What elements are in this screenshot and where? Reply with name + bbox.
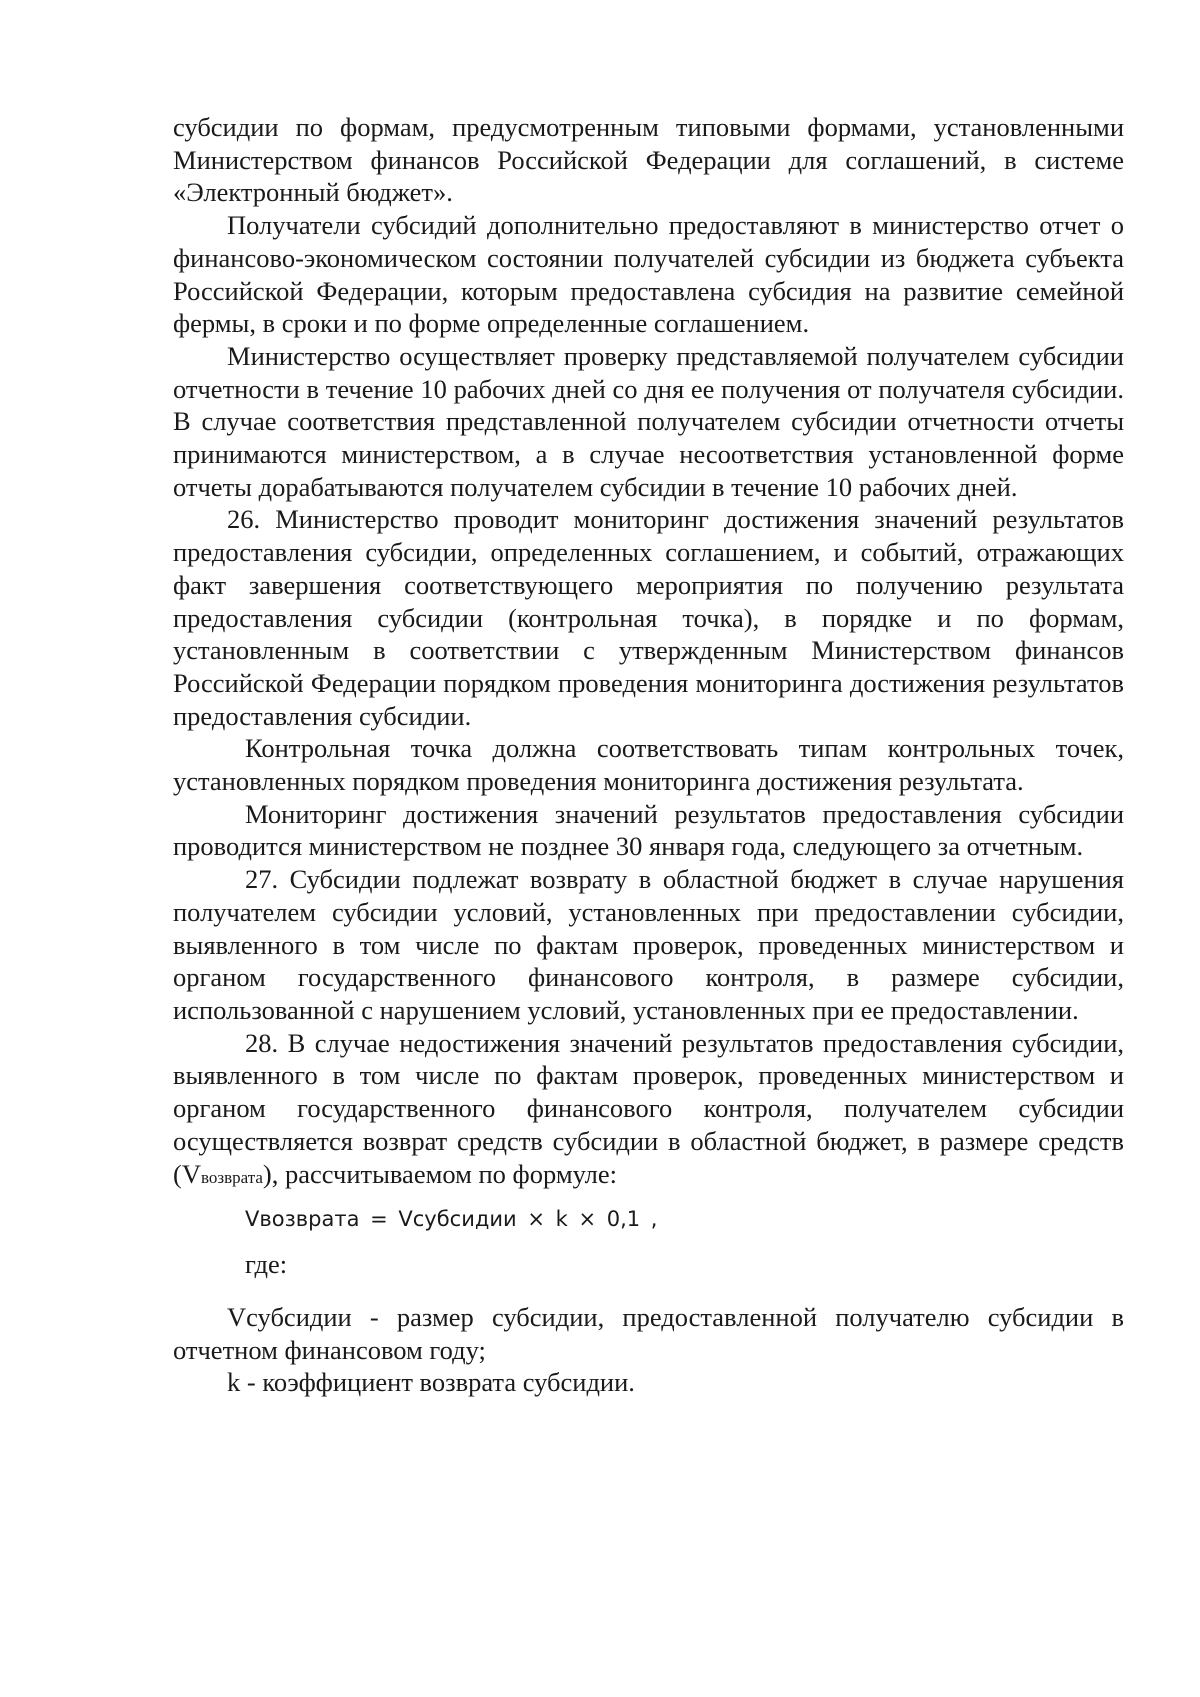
definition-k: k - коэффициент возврата субсидии. [227,1367,635,1398]
paragraph-3: Министерство осуществляет проверку представляемой получателем субсидии отчетности в течение 10 рабочих дней со дня ее получения от получателя субсидии. В случае соответствия представленной получателем субсидии отчетности отчеты принимаются министерством, а в случае несоответствия установленной форме отчеты дорабатываются получателем субсидии в течение 10 рабочих дней. [173,340,1124,502]
paragraph-2: Получатели субсидий дополнительно предоставляют в министерство отчет о финансово-экономическом состоянии получателей субсидии из бюджета субъекта Российской Федерации, которым предоставлена субсидия на развитие семейной фермы, в сроки и по форме определенные соглашением. [173,210,1124,339]
paragraph-26: 26. Министерство проводит мониторинг достижения значений результатов предоставления субсидии, определенных соглашением, и событий, отражающих факт завершения соответствующего мероприятия по получению результата предоставления субсидии (контрольная точка), в порядке и по формам, установленным в соответствии с утвержденным Министерством финансов Российской Федерации порядком проведения мониторинга достижения результатов предоставления субсидии. [173,504,1124,731]
paragraph-control-point: Контрольная точка должна соответствовать типам контрольных точек, установленных порядком проведения мониторинга достижения результата. [173,733,1124,797]
paragraph-28-tail: ), рассчитываемом по формуле: [262,1158,618,1189]
paragraph-1: субсидии по формам, предусмотренным типовыми формами, установленными Министерством финансов Российской Федерации для соглашений, в системе «Электронный бюджет». [173,112,1124,208]
paragraph-28-text: 28. В случае недостижения значений результатов предоставления субсидии, выявленного в том числе по фактам проверок, проведенных министерством и органом государственного финансового контроля, получателем субсидии осуществляется возврат средств субсидии в областной бюджет, в размере средств (V [173,1027,1124,1189]
paragraph-27: 27. Субсидии подлежат возврату в областной бюджет в случае нарушения получателем субсидии условий, установленных при предоставлении субсидии, выявленного в том числе по фактам проверок, проведенных министерством и органом государственного финансового контроля, в размере субсидии, использованной с нарушением условий, установленных при ее предоставлении. [173,864,1124,1025]
definition-v-subsidy: Vсубсидии - размер субсидии, предоставленной получателю субсидии в отчетном финансовом году; [173,1301,1124,1365]
paragraph-monitoring: Мониторинг достижения значений результатов предоставления субсидии проводится министерством не позднее 30 января года, следующего за отчетным. [173,798,1124,862]
document-body [173,111,1124,1399]
paragraph-28 [173,1027,1124,1195]
paragraph-28-subscript: возврата [200,1167,263,1187]
return-formula: Vвозврата = Vсубсидии × k × 0,1 , [245,1207,658,1232]
formula-where-label: где: [245,1249,288,1280]
